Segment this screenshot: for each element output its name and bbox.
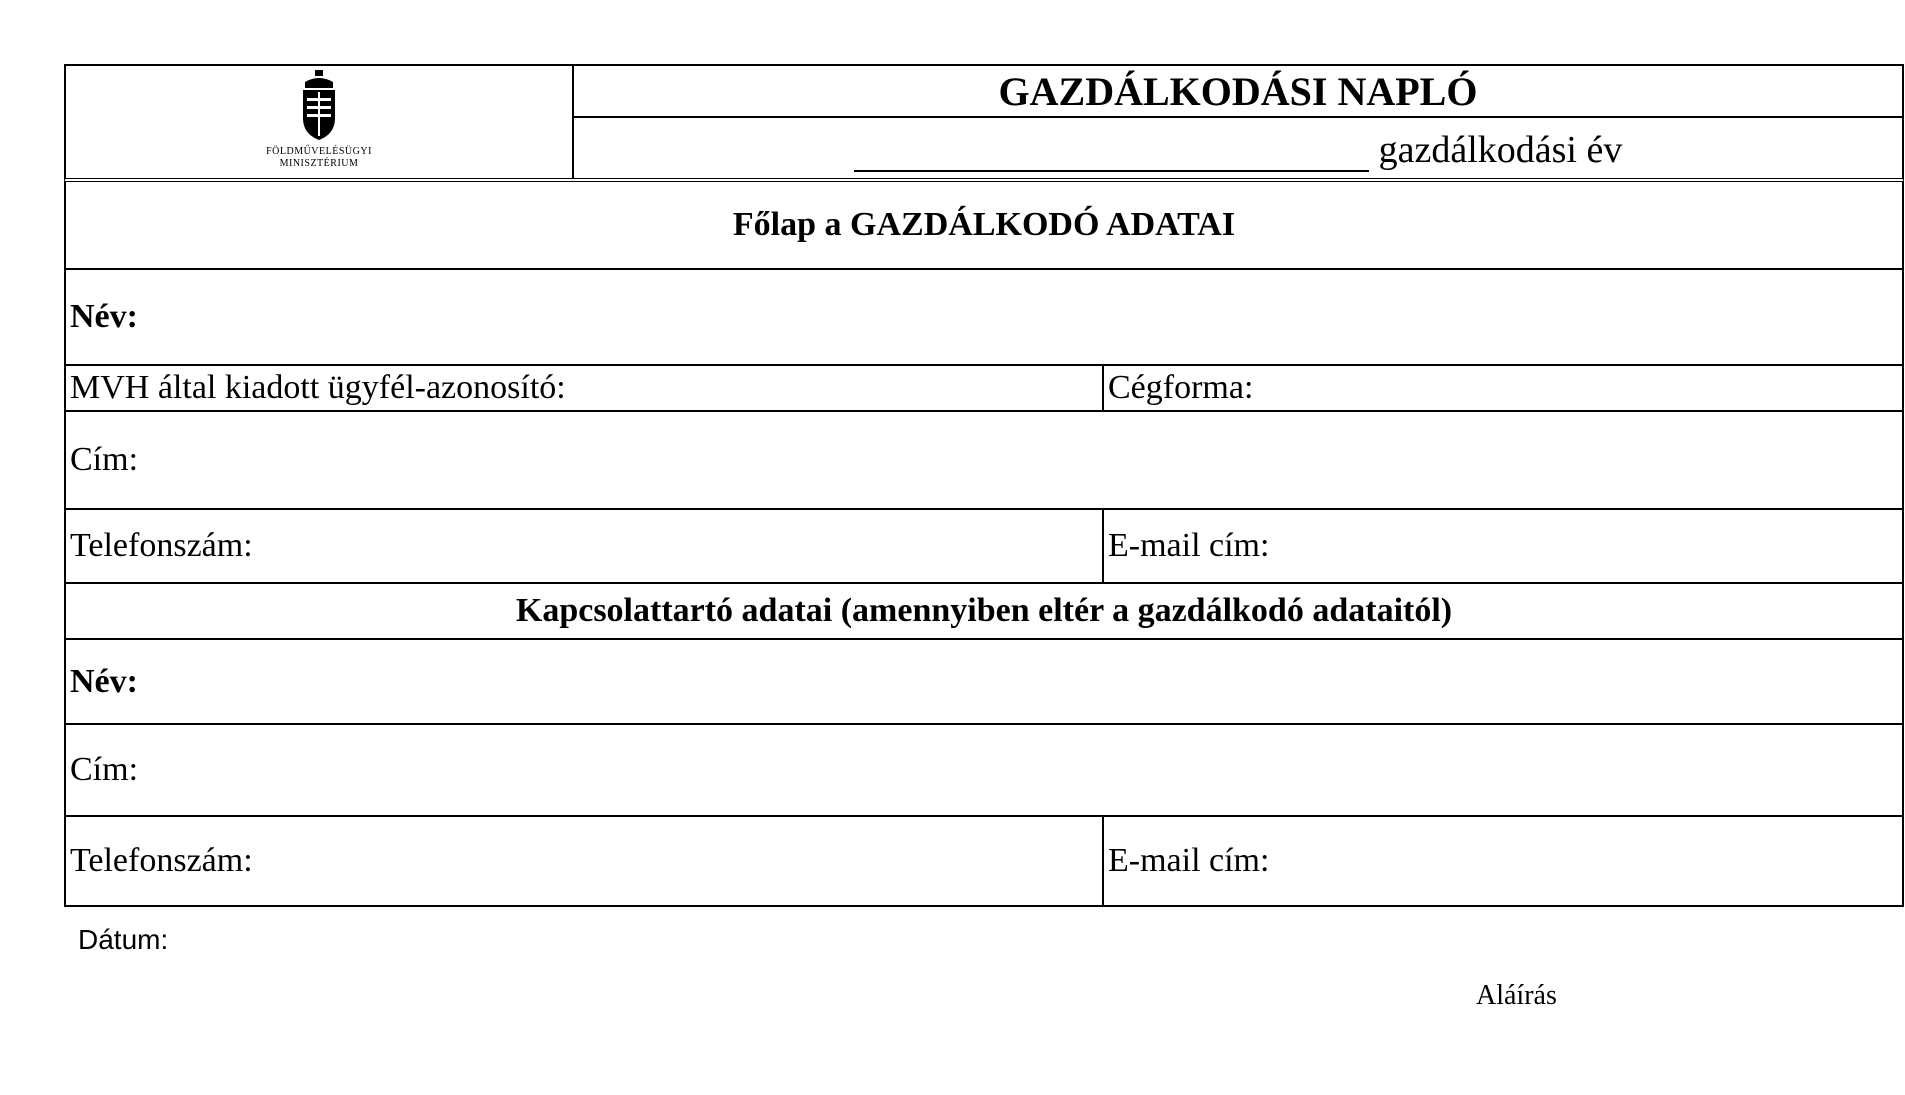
contact-name-label: Név: <box>70 662 138 700</box>
farmer-name-label: Név: <box>70 298 138 335</box>
farmer-address-row[interactable] <box>64 412 1904 510</box>
contact-address-row[interactable] <box>64 725 1904 817</box>
farmer-section-title: Főlap a GAZDÁLKODÓ ADATAI <box>732 206 1236 243</box>
contact-phone-field[interactable] <box>66 817 1104 905</box>
farmer-contact-row <box>64 510 1904 584</box>
company-form-label: Cégforma: <box>1108 369 1254 406</box>
year-label: gazdálkodási év <box>1378 129 1623 171</box>
contact-name-row[interactable] <box>64 640 1904 725</box>
contact-email-label: E-mail cím: <box>1108 842 1270 879</box>
ministry-name-line2: MINISZTÉRIUM <box>279 158 359 169</box>
farm-diary-form <box>64 64 1904 907</box>
title-cell <box>574 66 1902 178</box>
contact-section-title: Kapcsolattartó adatai (amennyiben eltér a gazdálkodó adataitól) <box>515 592 1453 629</box>
company-form-field[interactable] <box>1104 366 1902 410</box>
farmer-id-row <box>64 366 1904 412</box>
contact-phone-label: Telefonszám: <box>70 842 253 879</box>
client-id-label: MVH által kiadott ügyfél-azonosító: <box>70 369 566 406</box>
client-id-field[interactable] <box>66 366 1104 410</box>
farmer-email-label: E-mail cím: <box>1108 527 1270 564</box>
contact-section-title-row <box>64 584 1904 640</box>
contact-address-label: Cím: <box>70 751 139 788</box>
date-label: Dátum: <box>78 924 169 955</box>
coat-of-arms-icon <box>299 70 339 142</box>
farmer-email-field[interactable] <box>1104 510 1902 582</box>
farmer-phone-field[interactable] <box>66 510 1104 582</box>
form-title: GAZDÁLKODÁSI NAPLÓ <box>574 66 1902 118</box>
form-header <box>64 64 1904 182</box>
ministry-name <box>266 146 372 170</box>
year-line <box>574 118 1902 178</box>
ministry-logo-cell <box>66 66 574 178</box>
contact-contact-row <box>64 817 1904 907</box>
signature-label: Aláírás <box>1476 980 1557 1011</box>
farmer-name-row[interactable] <box>64 270 1904 366</box>
contact-email-field[interactable] <box>1104 817 1902 905</box>
ministry-name-line1: FÖLDMŰVELÉSÜGYI <box>266 146 372 157</box>
farmer-phone-label: Telefonszám: <box>70 527 253 564</box>
farmer-section-title-row <box>64 182 1904 270</box>
farmer-address-label: Cím: <box>70 441 139 478</box>
year-input-line[interactable] <box>854 140 1369 172</box>
